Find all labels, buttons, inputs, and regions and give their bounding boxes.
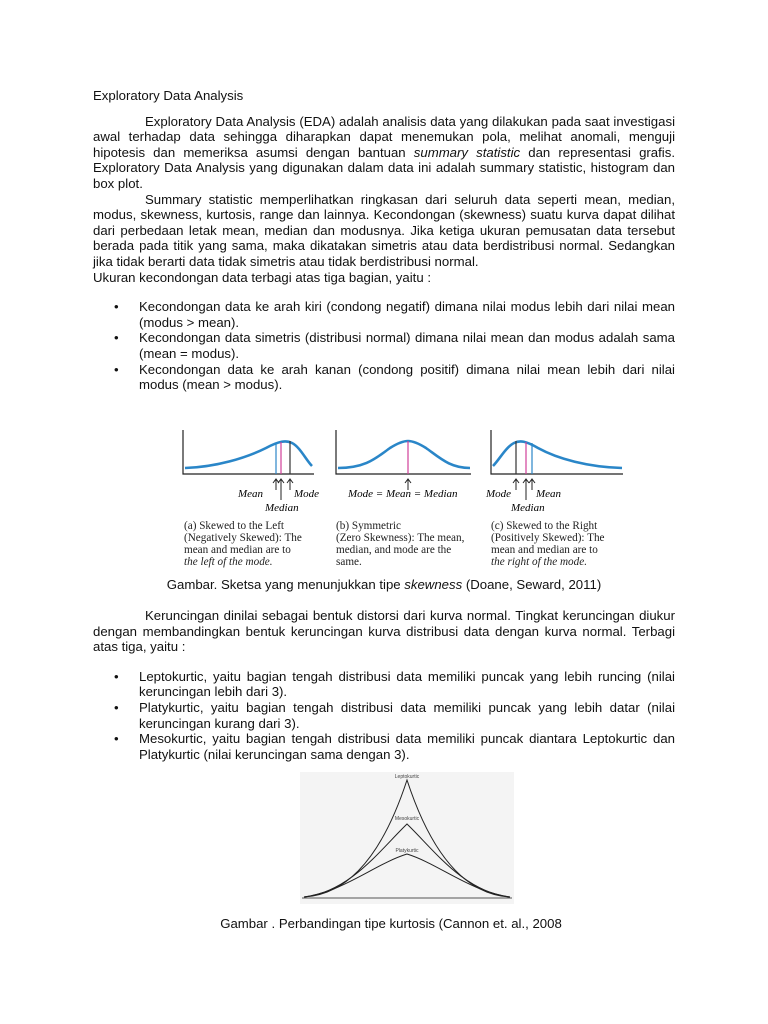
caption-emphasis: skewness [404, 577, 463, 592]
bullet-icon: • [114, 731, 119, 747]
mode-label: Mode [294, 488, 320, 500]
caption-c-line1: (c) Skewed to the Right [491, 520, 598, 532]
list-item-text: Kecondongan data ke arah kanan (condong positif) dimana nilai mean lebih dari nilai modus (mean > modus). [139, 361, 675, 393]
list-item [93, 362, 675, 393]
figure-caption-kurtosis: Gambar . Perbandingan tipe kurtosis (Cannon et. al., 2008 [220, 916, 562, 931]
document-body [93, 88, 675, 393]
figure-background [300, 772, 514, 904]
panel-captions [184, 520, 605, 568]
median-label: Median [511, 502, 545, 514]
kurtosis-list [93, 669, 675, 763]
caption-c-line4: the right of the mode. [491, 556, 588, 568]
leptokurtic-label: Leptokurtic [394, 774, 420, 780]
list-item [93, 731, 675, 762]
document-title: Exploratory Data Analysis [93, 88, 244, 103]
caption-a-line4: the left of the mode. [184, 556, 273, 568]
paragraph-eda-intro [93, 114, 675, 192]
paragraph-text: Exploratory Data Analysis (EDA) adalah analisis data yang dilakukan pada saat investigasi awal terhadap data sehingga diharapkan dapat menemukan pola, melihat anomali, menguji hipotesis dan memeriksa asumsi dengan bantuan [93, 113, 675, 160]
list-item-text: Kecondongan data simetris (distribusi normal) dimana nilai mean dan modus adalah sama (mean = modus). [139, 330, 675, 361]
caption-b-line3: median, and mode are the [336, 544, 452, 556]
kurtosis-figure [300, 772, 514, 904]
arrow-icon [287, 479, 293, 490]
list-item-text: Mesokurtic, yaitu bagian tengah distribusi data memiliki puncak diantara Leptokurtic dan Platykurtic (nilai keruncingan sama dengan 3). [139, 731, 675, 762]
bullet-icon: • [114, 330, 119, 346]
mesokurtic-label: Mesokurtic [394, 816, 420, 822]
caption-a-line3: mean and median are to [184, 544, 291, 556]
caption-text: Gambar. Sketsa yang menunjukkan tipe [166, 577, 405, 592]
mode-mean-median-label: Mode = Mean = Median [348, 488, 458, 500]
skewness-list [93, 299, 675, 393]
paragraph-summary-statistic: Summary statistic memperlihatkan ringkasan dari seluruh data seperti mean, median, modus, skewness, kurtosis, range dan lainnya. Kecondongan (skewness) suatu kurva dapat dilihat dari perbedaan letak mean, median dan modusnya. Jika ketiga ukuran pemusatan data tersebut berada pada titik yang sama, maka dikatakan simetris atau data berdistribusi normal. Sedangkan jika tidak berarti data tidak simetris atau tidak berdistribusi normal. [93, 191, 675, 269]
emphasis-text: summary statistic [413, 144, 521, 160]
bullet-icon: • [114, 361, 119, 377]
list-item [93, 330, 675, 361]
list-item-text: Platykurtic, yaitu bagian tengah distribusi data memiliki puncak yang lebih datar (nilai keruncingan kurang dari 3). [139, 699, 675, 731]
list-item-text: Kecondongan data ke arah kiri (condong negatif) dimana nilai modus lebih dari nilai mean (modus > mean). [139, 299, 675, 330]
arrow-icon [273, 479, 279, 490]
right-skewed-curve [493, 441, 622, 468]
symmetric-curve [338, 441, 470, 468]
bullet-icon: • [114, 299, 119, 315]
arrow-icon [278, 479, 284, 490]
caption-c-line2: (Positively Skewed): The [491, 532, 605, 544]
skewness-figure [176, 428, 626, 578]
paragraph-kurtosis: Keruncingan dinilai sebagai bentuk distorsi dari kurva normal. Tingkat keruncingan diukur dengan membandingkan bentuk keruncingan kurva distribusi data dengan kurva normal. Terbagi atas tiga, yaitu : [93, 608, 675, 655]
bullet-icon: • [114, 668, 119, 684]
caption-text: (Doane, Seward, 2011) [462, 577, 602, 592]
list-item [93, 700, 675, 731]
arrow-icon [513, 479, 519, 490]
list-item [93, 669, 675, 700]
caption-c-line3: mean and median are to [491, 544, 598, 556]
mean-label: Mean [536, 488, 562, 500]
panel-left-skewed [183, 430, 319, 514]
arrow-icon [523, 479, 529, 490]
caption-b-line4: same. [336, 556, 362, 568]
figure-caption-skewness [93, 577, 675, 592]
caption-b-line1: (b) Symmetric [336, 520, 401, 532]
mean-label: Mean [238, 488, 264, 500]
panel-right-skewed [485, 430, 623, 514]
document-body-kurtosis [93, 608, 675, 762]
paragraph-skewness-intro: Ukuran kecondongan data terbagi atas tiga bagian, yaitu : [93, 269, 431, 285]
panel-symmetric [336, 430, 471, 500]
caption-b-line2: (Zero Skewness): The mean, [336, 532, 465, 544]
mode-label: Mode [486, 488, 512, 500]
caption-a-line1: (a) Skewed to the Left [184, 520, 285, 532]
arrow-icon [529, 479, 535, 490]
list-item [93, 299, 675, 330]
list-item-text: Leptokurtic, yaitu bagian tengah distribusi data memiliki puncak yang lebih runcing (nilai keruncingan lebih dari 3). [139, 668, 675, 700]
platykurtic-label: Platykurtic [395, 848, 419, 854]
left-skewed-curve [185, 441, 312, 468]
bullet-icon: • [114, 699, 119, 715]
caption-a-line2: (Negatively Skewed): The [184, 532, 302, 544]
median-label: Median [265, 502, 299, 514]
paragraph-text: dan representasi grafis. Exploratory Data Analysis yang digunakan dalam data ini adalah summary statistic, histogram dan box plot. [93, 144, 675, 191]
